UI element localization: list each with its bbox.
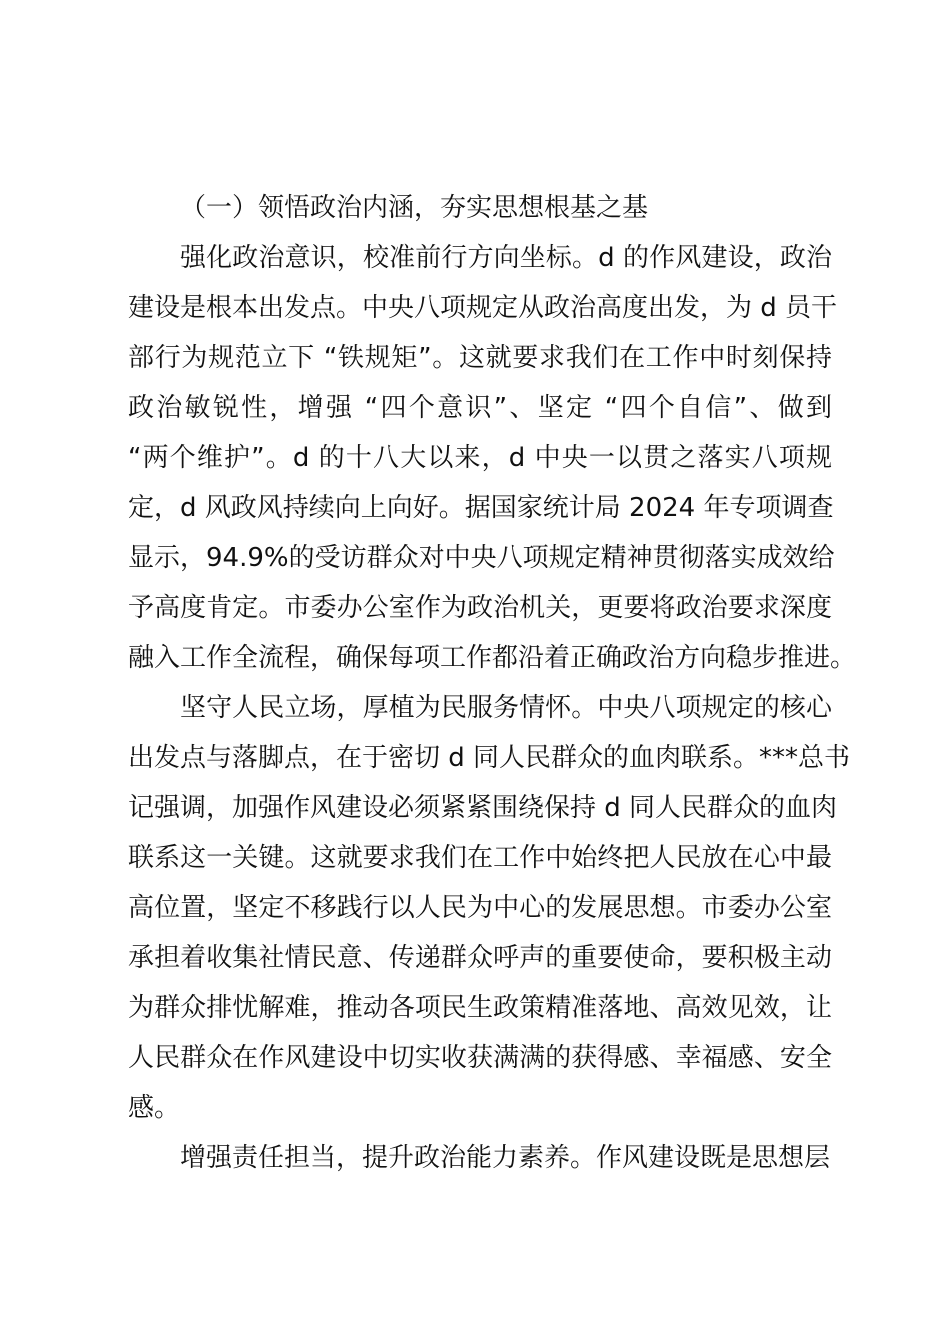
paragraph-1-line: “两个维护”。d 的十八大以来，d 中央一以贯之落实八项规 xyxy=(128,443,832,473)
paragraph-2-line: 记强调，加强作风建设必须紧紧围绕保持 d 同人民群众的血肉 xyxy=(128,793,838,823)
paragraph-2-line: 出发点与落脚点，在于密切 d 同人民群众的血肉联系。***总书 xyxy=(128,743,851,773)
paragraph-3-line: 增强责任担当，提升政治能力素养。作风建设既是思想层 xyxy=(180,1143,831,1173)
section-heading: （一）领悟政治内涵，夯实思想根基之基 xyxy=(180,193,649,223)
paragraph-1-line: 显示，94.9%的受访群众对中央八项规定精神贯彻落实成效给 xyxy=(128,543,835,573)
paragraph-1-line: 融入工作全流程，确保每项工作都沿着正确政治方向稳步推进。 xyxy=(128,643,857,673)
paragraph-2-line: 感。 xyxy=(128,1093,181,1123)
paragraph-2-line: 坚守人民立场，厚植为民服务情怀。中央八项规定的核心 xyxy=(180,693,832,723)
body-text xyxy=(128,183,857,1183)
paragraph-2-line: 高位置，坚定不移践行以人民为中心的发展思想。市委办公室 xyxy=(128,893,832,923)
paragraph-2-line: 为群众排忧解难，推动各项民生政策精准落地、高效见效，让 xyxy=(128,993,832,1023)
paragraph-2-line: 人民群众在作风建设中切实收获满满的获得感、幸福感、安全 xyxy=(128,1043,832,1073)
paragraph-1-line: 建设是根本出发点。中央八项规定从政治高度出发，为 d 员干 xyxy=(128,293,838,323)
paragraph-1-line: 政治敏锐性，增强 “四个意识”、坚定 “四个自信”、做到 xyxy=(128,393,832,423)
paragraph-1-line: 予高度肯定。市委办公室作为政治机关，更要将政治要求深度 xyxy=(128,593,832,623)
paragraph-2-line: 联系这一关键。这就要求我们在工作中始终把人民放在心中最 xyxy=(128,843,832,873)
paragraph-1-line: 部行为规范立下 “铁规矩”。这就要求我们在工作中时刻保持 xyxy=(128,343,832,373)
paragraph-1-line: 强化政治意识，校准前行方向坐标。d 的作风建设，政治 xyxy=(180,243,832,273)
paragraph-1-line: 定，d 风政风持续向上向好。据国家统计局 2024 年专项调查 xyxy=(128,493,834,523)
paragraph-2-line: 承担着收集社情民意、传递群众呼声的重要使命，要积极主动 xyxy=(128,943,832,973)
